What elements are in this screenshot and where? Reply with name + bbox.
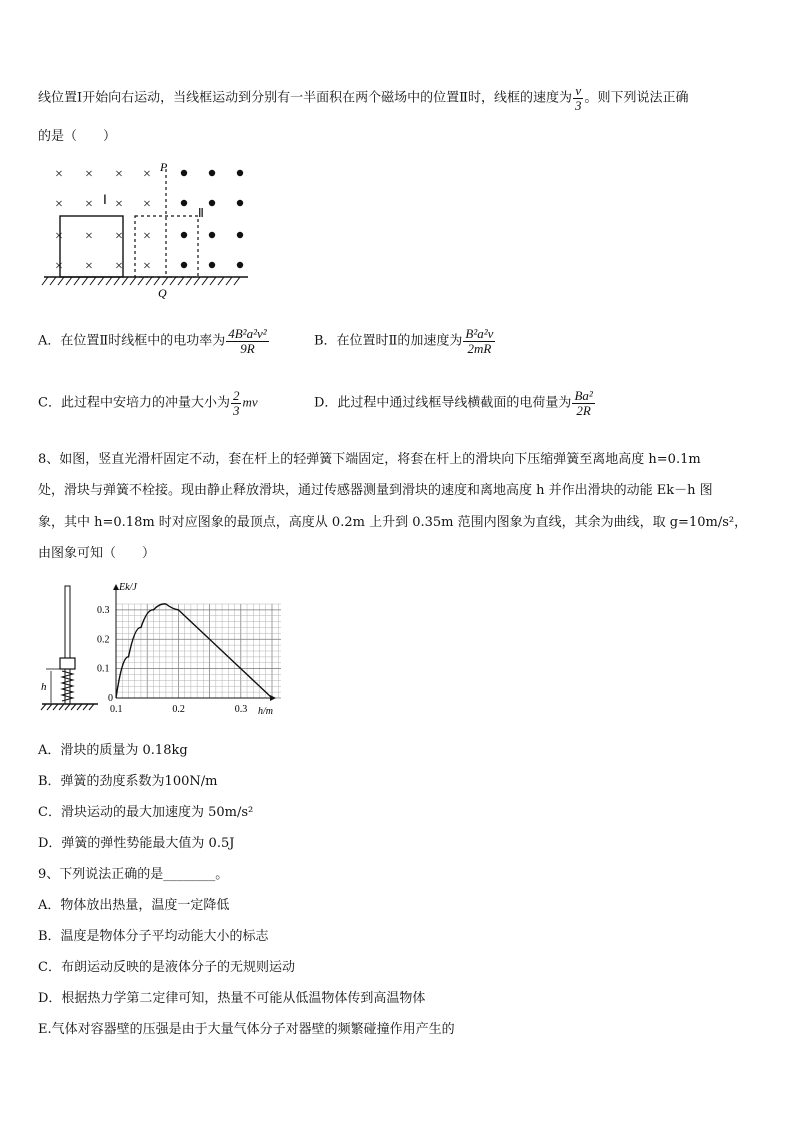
hatch-mark	[122, 277, 128, 285]
field-cross: ×	[115, 229, 123, 244]
q7-stem-line1	[38, 84, 689, 112]
q8-stem-line1: 8、如图，竖直光滑杆固定不动，套在杆上的轻弹簧下端固定，将套在杆上的滑块向下压缩弹簧至离地高度 h=0.1m	[38, 452, 701, 467]
hatch-mark	[202, 277, 208, 285]
field-cross: ×	[55, 197, 63, 212]
fraction-numerator: 2	[232, 388, 240, 403]
hatch-mark	[74, 277, 80, 285]
option-c-text: C．此过程中安培力的冲量大小为	[38, 395, 230, 411]
field-cross: ×	[55, 167, 63, 182]
q9-option-e: E.气体对容器壁的压强是由于大量气体分子对器壁的频繁碰撞作用产生的	[38, 1022, 455, 1037]
field-cross: ×	[115, 167, 123, 182]
q8-stem-line3: 象，其中 h=0.18m 时对应图象的最顶点，高度从 0.2m 上升到 0.35m 范围内图象为直线，其余为曲线，取 g=10m/s²，	[38, 515, 748, 530]
option-d-text: D．此过程中通过线框导线横截面的电荷量为	[314, 395, 572, 411]
hatch-mark	[50, 277, 56, 285]
hatch-mark	[82, 277, 88, 285]
hatch-mark	[138, 277, 144, 285]
field-cross: ×	[85, 259, 93, 274]
y-axis-label: Ek/J	[119, 582, 137, 593]
vertical-rod	[65, 586, 70, 704]
field-cross: ×	[55, 259, 63, 274]
hatch-mark	[98, 277, 104, 285]
label-p: P	[160, 160, 168, 174]
hatch-mark	[130, 277, 136, 285]
hatch-mark	[58, 277, 64, 285]
q9-option-b: B．温度是物体分子平均动能大小的标志	[38, 929, 269, 944]
field-dot	[237, 200, 243, 206]
field-cross: ×	[143, 229, 151, 244]
option-c-fraction	[231, 389, 242, 417]
field-dot	[181, 200, 187, 206]
rod-ground-hatching	[41, 704, 94, 710]
hatch-mark	[234, 277, 240, 285]
q8-option-a: A．滑块的质量为 0.18kg	[38, 743, 188, 758]
chart-axes	[113, 584, 276, 701]
q7-magnetic-field-figure	[40, 155, 260, 305]
hatch-mark	[71, 704, 76, 710]
option-b-fraction	[463, 327, 495, 355]
height-label-h: h	[41, 681, 47, 693]
hatch-mark	[83, 704, 88, 710]
y-tick-label: 0	[108, 693, 113, 704]
field-dot	[209, 232, 215, 238]
label-position-i: Ⅰ	[103, 192, 107, 207]
field-dot	[237, 232, 243, 238]
hatch-mark	[178, 277, 184, 285]
field-cross: ×	[85, 167, 93, 182]
field-dot	[181, 262, 187, 268]
field-dot	[237, 170, 243, 176]
hatch-mark	[114, 277, 120, 285]
x-axis-label: h/m	[258, 706, 273, 717]
q7-option-a	[38, 327, 270, 355]
q7-option-c	[38, 389, 258, 417]
fraction-numerator: 4B²a²v²	[228, 326, 267, 341]
fraction-denominator: 9R	[240, 340, 255, 356]
field-cross: ×	[55, 229, 63, 244]
hatch-mark	[90, 277, 96, 285]
hatch-mark	[218, 277, 224, 285]
field-dot	[209, 170, 215, 176]
fraction-denominator: 3	[574, 97, 582, 113]
hatch-mark	[106, 277, 112, 285]
q7-stem-line2: 的是（ ）	[38, 129, 117, 144]
q7-stem-line1-pre: 线位置Ⅰ开始向右运动，当线框运动到分别有一半面积在两个磁场中的位置Ⅱ时，线框的速度为	[38, 90, 572, 106]
fraction-denominator: 2R	[576, 402, 591, 418]
label-q: Q	[158, 286, 167, 300]
y-tick-label: 0.3	[97, 604, 110, 616]
hatch-mark	[59, 704, 64, 710]
option-b-text: B．在位置时Ⅱ的加速度为	[314, 333, 463, 349]
q8-option-d: D．弹簧的弹性势能最大值为 0.5J	[38, 836, 235, 851]
hatch-mark	[66, 277, 72, 285]
option-c-mv: mv	[242, 394, 258, 410]
fraction-numerator: v	[573, 84, 584, 99]
q9-option-a: A．物体放出热量，温度一定降低	[38, 898, 230, 913]
hatch-mark	[77, 704, 82, 710]
hatch-mark	[154, 277, 160, 285]
field-cross: ×	[85, 229, 93, 244]
q8-stem-line4: 由图象可知（ ）	[38, 546, 156, 561]
q8-option-b: B．弹簧的劲度系数为100N/m	[38, 774, 218, 789]
option-a-fraction	[226, 327, 268, 355]
hatch-mark	[226, 277, 232, 285]
hatch-mark	[170, 277, 176, 285]
q7-stem-line1-post: 。则下列说法正确	[584, 90, 689, 106]
field-cross: ×	[115, 197, 123, 212]
fraction-denominator: 3	[232, 402, 240, 418]
hatch-mark	[41, 704, 46, 710]
field-cross: ×	[115, 259, 123, 274]
field-cross: ×	[143, 167, 151, 182]
y-tick-label: 0.2	[97, 634, 110, 646]
q8-rod-spring-figure	[38, 582, 100, 717]
hatch-mark	[65, 704, 70, 710]
field-cross: ×	[85, 197, 93, 212]
field-dot	[237, 262, 243, 268]
label-position-ii: Ⅱ	[198, 206, 204, 220]
magnetic-field-out-of-page	[181, 170, 243, 268]
q9-stem: 9、下列说法正确的是________。	[38, 867, 229, 882]
q8-ek-h-chart	[96, 576, 281, 721]
option-a-text: A．在位置Ⅱ时线框中的电功率为	[38, 333, 226, 349]
field-dot	[209, 200, 215, 206]
field-cross: ×	[143, 197, 151, 212]
field-dot	[181, 170, 187, 176]
hatch-mark	[89, 704, 94, 710]
x-tick-label: 0.3	[234, 704, 248, 715]
option-d-fraction	[572, 389, 594, 417]
x-tick-label: 0.2	[172, 704, 185, 715]
fraction-numerator: Ba²	[574, 388, 593, 403]
q9-option-d: D．根据热力学第二定律可知，热量不可能从低温物体传到高温物体	[38, 991, 426, 1006]
hatch-mark	[194, 277, 200, 285]
x-axis-arrow	[270, 695, 276, 701]
fraction-denominator: 2mR	[467, 340, 492, 356]
hatch-mark	[186, 277, 192, 285]
field-cross: ×	[143, 259, 151, 274]
q9-option-c: C．布朗运动反映的是液体分子的无规则运动	[38, 960, 295, 975]
hatch-mark	[146, 277, 152, 285]
hatch-mark	[210, 277, 216, 285]
field-dot	[181, 232, 187, 238]
ground-hatching	[42, 277, 240, 285]
field-dot	[209, 262, 215, 268]
y-tick-label: 0.1	[97, 663, 110, 675]
q7-option-d	[314, 389, 596, 417]
hatch-mark	[47, 704, 52, 710]
q8-stem-line2: 处，滑块与弹簧不栓接。现由静止释放滑块，通过传感器测量到滑块的速度和离地高度 h 并作出滑块的动能 Ek－h 图	[38, 483, 713, 498]
slider-block	[60, 658, 75, 669]
q8-option-c: C．滑块运动的最大加速度为 50m/s²	[38, 805, 254, 820]
hatch-mark	[53, 704, 58, 710]
q7-option-b	[314, 327, 496, 355]
fraction-numerator: B²a²v	[465, 326, 494, 341]
hatch-mark	[42, 277, 48, 285]
magnetic-field-into-page	[55, 167, 151, 274]
v-over-3-fraction	[573, 84, 584, 112]
hatch-mark	[162, 277, 168, 285]
x-tick-label: 0.1	[110, 704, 123, 715]
